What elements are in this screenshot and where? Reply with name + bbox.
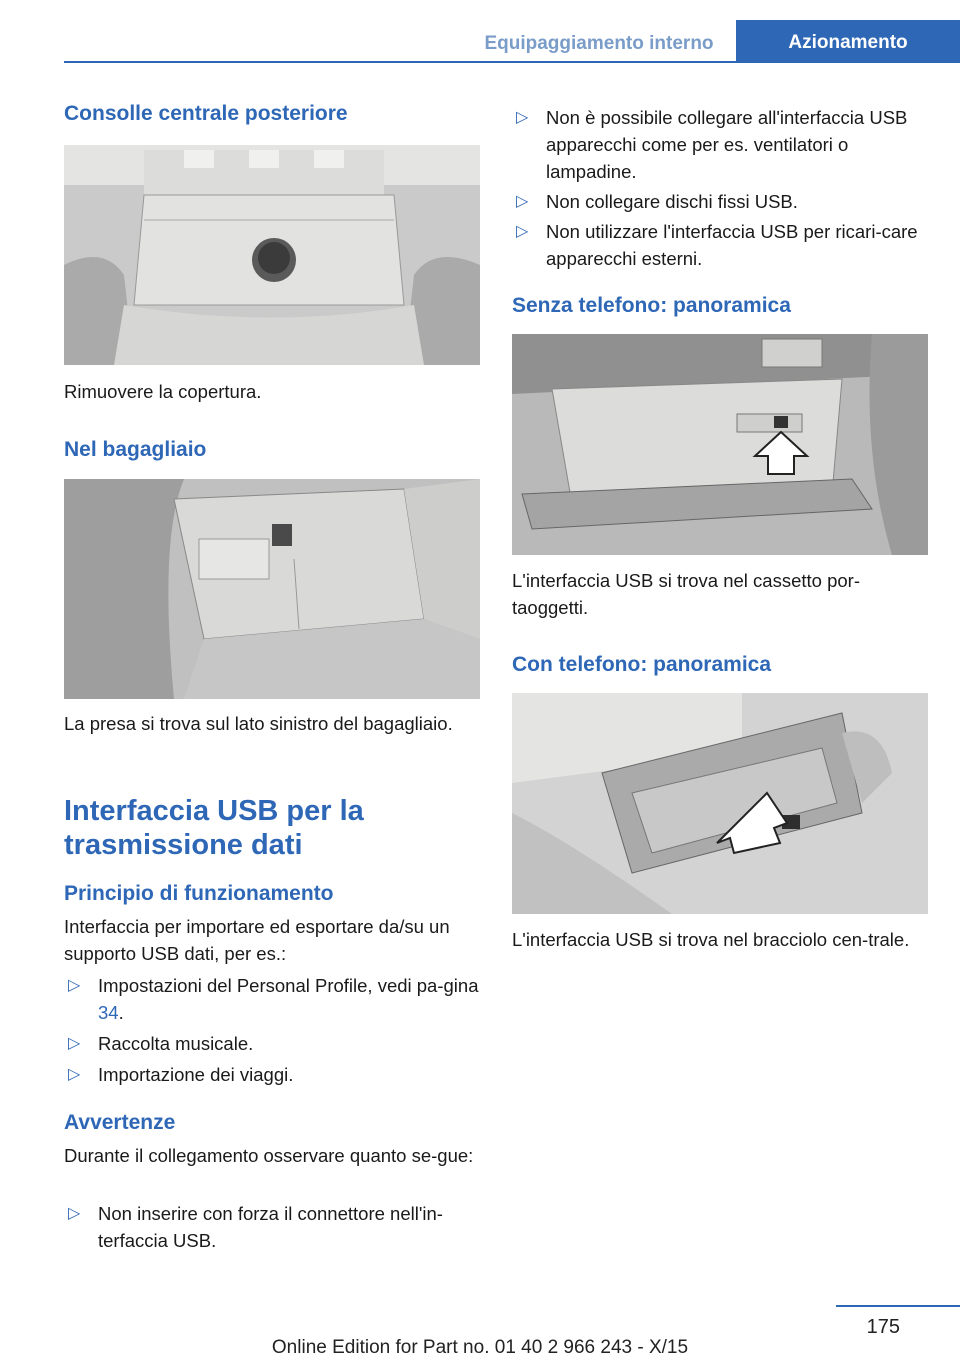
header-divider — [64, 61, 960, 63]
heading-with-phone: Con telefono: panoramica — [512, 653, 772, 676]
heading-warnings: Avvertenze — [64, 1111, 176, 1134]
glovebox-photo — [512, 334, 928, 555]
list-item-text: Impostazioni del Personal Profile, vedi pa-gina — [98, 975, 479, 996]
list-item — [64, 1061, 481, 1088]
list-item — [64, 1200, 481, 1254]
list-item-text: Non collegare dischi fissi USB. — [546, 191, 798, 212]
with-phone-text: L'interfaccia USB si trova nel bracciolo cen-trale. — [512, 929, 910, 950]
list-item — [512, 104, 928, 185]
triangle-right-icon: ▷ — [516, 109, 529, 126]
rear-console-photo — [64, 145, 480, 365]
no-phone-text: L'interfaccia USB si trova nel cassetto por-taoggetti. — [512, 570, 860, 618]
remove-cover-text: Rimuovere la copertura. — [64, 381, 262, 402]
header-section-title: Equipaggiamento interno — [484, 33, 714, 54]
triangle-right-icon: ▷ — [516, 193, 529, 210]
triangle-right-icon: ▷ — [68, 977, 81, 994]
list-item — [512, 218, 928, 272]
list-item — [512, 188, 928, 215]
triangle-right-icon: ▷ — [516, 223, 529, 240]
list-item — [64, 1030, 481, 1057]
heading-usb-interface — [64, 794, 481, 862]
heading-trunk: Nel bagagliaio — [64, 438, 207, 461]
triangle-right-icon: ▷ — [68, 1205, 81, 1222]
list-item — [64, 972, 481, 1026]
heading-usb-line1: Interfaccia USB per la — [64, 795, 364, 827]
page-number: 175 — [866, 1316, 900, 1338]
triangle-right-icon: ▷ — [68, 1035, 81, 1052]
armrest-photo — [512, 693, 928, 914]
principle-text: Interfaccia per importare ed esportare da/su un supporto USB dati, per es.: — [64, 916, 450, 964]
triangle-right-icon: ▷ — [68, 1066, 81, 1083]
list-item-text: Importazione dei viaggi. — [98, 1064, 294, 1085]
heading-no-phone: Senza telefono: panoramica — [512, 294, 791, 317]
heading-usb-line2: trasmissione dati — [64, 829, 303, 861]
header-chapter-tab: Azionamento — [736, 20, 960, 62]
list-item-text: Raccolta musicale. — [98, 1033, 254, 1054]
list-item-text: Non è possibile collegare all'interfaccia USB apparecchi come per es. ventilatori o lampadine. — [546, 107, 908, 182]
trunk-socket-text: La presa si trova sul lato sinistro del bagagliaio. — [64, 713, 453, 734]
list-item-suffix: . — [118, 1002, 124, 1023]
page-link[interactable]: 34 — [98, 1002, 119, 1023]
footer-divider — [836, 1305, 960, 1307]
heading-principle: Principio di funzionamento — [64, 882, 334, 905]
list-item-text: Non inserire con forza il connettore nell'in-terfaccia USB. — [98, 1203, 443, 1251]
warnings-text: Durante il collegamento osservare quanto se-gue: — [64, 1145, 474, 1166]
heading-rear-console: Consolle centrale posteriore — [64, 102, 348, 125]
edition-footer: Online Edition for Part no. 01 40 2 966 243 - X/15 — [271, 1337, 689, 1358]
list-item-text: Non utilizzare l'interfaccia USB per ricari-care apparecchi esterni. — [546, 221, 918, 269]
trunk-photo — [64, 479, 480, 699]
